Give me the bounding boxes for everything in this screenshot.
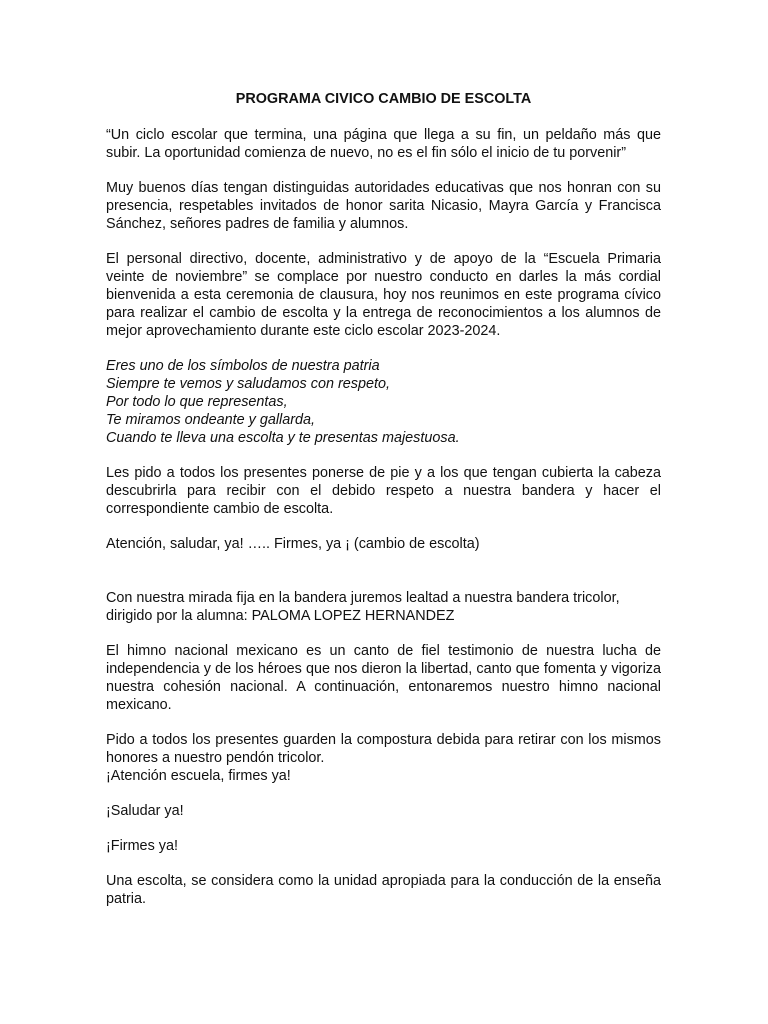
flag-verse — [106, 357, 661, 447]
command-line: Atención, saludar, ya! ….. Firmes, ya ¡ (cambio de escolta) — [106, 536, 480, 552]
oath-line: dirigido por la alumna: PALOMA LOPEZ HERNANDEZ — [106, 608, 455, 624]
anthem-paragraph: El himno nacional mexicano es un canto de fiel testimonio de nuestra lucha de independencia y de los héroes que nos dieron la libertad, canto que fomenta y vigoriza nuestra cohesión nacional. A continuación, entonaremos nuestro himno nacional mexicano. — [106, 643, 661, 713]
farewell-request: Pido a todos los presentes guarden la compostura debida para retirar con los mismos honores a nuestro pendón tricolor. — [106, 732, 661, 766]
opening-quote: “Un ciclo escolar que termina, una página que llega a su fin, un peldaño más que subir. La oportunidad comienza de nuevo, no es el fin sólo el inicio de tu porvenir” — [106, 127, 661, 161]
welcome-paragraph: El personal directivo, docente, administrativo y de apoyo de la “Escuela Primaria veinte de noviembre” se complace por nuestro conducto en darles la más cordial bienvenida a esta ceremonia de clausura, hoy nos reunimos en este programa cívico para realizar el cambio de escolta y la entrega de reconocimientos a los alumnos de mejor aprovechamiento durante este ciclo escolar 2023-2024. — [106, 251, 661, 339]
farewell-block — [106, 731, 661, 785]
verse-line: Te miramos ondeante y gallarda, — [106, 412, 316, 428]
stand-request-paragraph: Les pido a todos los presentes ponerse de pie y a los que tengan cubierta la cabeza descubrirla para recibir con el debido respeto a nuestra bandera y hacer el correspondiente cambio de escolta. — [106, 465, 661, 517]
firmes-command: ¡Firmes ya! — [106, 838, 178, 854]
verse-line: Por todo lo que representas, — [106, 394, 288, 410]
verse-line: Cuando te lleva una escolta y te presentas majestuosa. — [106, 430, 460, 446]
escolta-definition: Una escolta, se considera como la unidad apropiada para la conducción de la enseña patria. — [106, 873, 661, 907]
greeting-paragraph: Muy buenos días tengan distinguidas autoridades educativas que nos honran con su presencia, respetables invitados de honor sarita Nicasio, Mayra García y Francisca Sánchez, señores padres de familia y alumnos. — [106, 180, 661, 232]
farewell-command: ¡Atención escuela, firmes ya! — [106, 768, 291, 784]
verse-line: Siempre te vemos y saludamos con respeto, — [106, 376, 390, 392]
salute-command: ¡Saludar ya! — [106, 803, 184, 819]
document-title: PROGRAMA CIVICO CAMBIO DE ESCOLTA — [235, 91, 532, 107]
verse-line: Eres uno de los símbolos de nuestra patria — [106, 358, 380, 374]
oath-paragraph — [106, 589, 661, 625]
document-body — [106, 90, 661, 925]
oath-line: Con nuestra mirada fija en la bandera juremos lealtad a nuestra bandera tricolor, — [106, 590, 620, 606]
